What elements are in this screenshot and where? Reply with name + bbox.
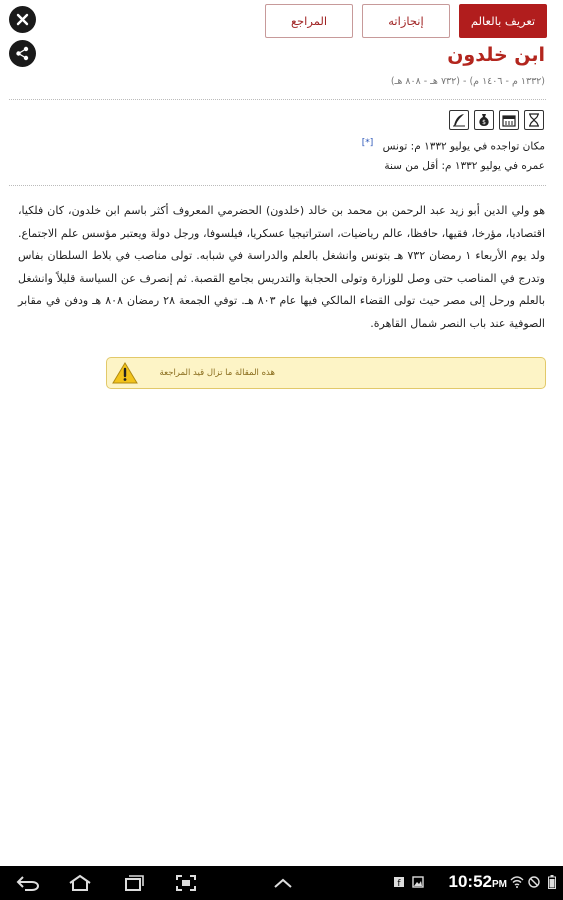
tab-achievements[interactable]: إنجازاته	[362, 4, 450, 38]
calendar-icon-button[interactable]	[499, 110, 519, 130]
wifi-icon	[510, 875, 524, 889]
blocked-icon	[528, 876, 540, 888]
top-bar	[0, 0, 563, 48]
wifi-signal-icon	[510, 876, 524, 888]
warning-icon	[111, 361, 139, 385]
quill-icon	[452, 113, 466, 127]
image-icon	[412, 876, 424, 888]
notification-icon	[392, 875, 406, 889]
gallery-icon	[411, 875, 425, 889]
review-notice	[106, 357, 546, 389]
recent-apps-button[interactable]	[120, 873, 146, 893]
home-button[interactable]	[67, 873, 93, 893]
status-clock	[449, 872, 507, 892]
money-bag-icon-button[interactable]	[474, 110, 494, 130]
svg-text:$: $	[482, 119, 486, 126]
clock-ampm: PM	[492, 879, 507, 890]
reference-link[interactable]: [*]	[361, 138, 374, 148]
recent-apps-icon	[121, 874, 145, 892]
hourglass-icon-button[interactable]	[524, 110, 544, 130]
tab-references[interactable]: المراجع	[265, 4, 353, 38]
divider	[9, 185, 546, 186]
location-value: تونس	[382, 140, 408, 153]
close-icon	[16, 13, 29, 26]
chevron-up-icon	[271, 874, 295, 892]
system-navigation-bar	[0, 866, 563, 900]
tab-bar	[265, 4, 547, 38]
age-value: أقل من سنة	[384, 160, 439, 172]
age-label: عمره في يوليو ١٣٣٢ م:	[441, 160, 545, 172]
clock-time: 10:52	[448, 872, 492, 891]
no-signal-icon	[527, 875, 541, 889]
screenshot-icon	[174, 874, 198, 892]
menu-up-button[interactable]	[270, 873, 296, 893]
quill-icon-button[interactable]	[449, 110, 469, 130]
share-icon	[15, 46, 30, 61]
battery-level-icon	[548, 875, 556, 889]
divider	[9, 99, 546, 100]
notification-app-icon	[393, 876, 405, 888]
location-line	[362, 138, 545, 153]
home-icon	[68, 874, 92, 892]
biography-text: هو ولي الدين أبو زيد عبد الرحمن بن محمد بن خالد (خلدون) الحضرمي المعروف أكثر باسم ابن خلدون، كان فلكيا، اقتصاديا، مؤرخا، فقيها، حافظا، عالم رياضيات، استراتيجيا عسكريا، فيلسوفا، ورجل دولة ويعتبر مؤسس علم الاجتماع. ولد يوم الأربعاء ١ رمضان ٧٣٢ هـ بتونس وانشغل بالعلم والدراسة في شبابه. تولى مناصب في بلاط السلطان بفاس وتدرج في المناصب حتى وصل للوزارة وتولى الحجابة والتدريس بجامع القصبة. ثم إنصرف عن السياسة قليلاً وانشغل بالعلم ورحل إلى مصر حيث تولى القضاء المالكي فيها عام ٨٠٣ هـ. توفي الجمعة ٢٨ رمضان ٨٠٨ هـ ودفن في مقابر الصوفية عند باب النصر شمال القاهرة.	[18, 204, 546, 330]
notice-text: هذه المقالة ما تزال قيد المراجعة	[159, 368, 275, 378]
life-dates: (١٣٣٢ م - ١٤٠٦ م) - (٧٣٢ هـ - ٨٠٨ هـ)	[390, 76, 545, 87]
page-title: ابن خلدون	[447, 44, 545, 66]
location-label: مكان تواجده في يوليو ١٣٣٢ م:	[410, 140, 545, 153]
calendar-icon	[502, 114, 516, 127]
icon-toolbar	[449, 110, 544, 130]
screenshot-button[interactable]	[173, 873, 199, 893]
tab-about-scholar[interactable]: تعريف بالعالم	[459, 4, 547, 38]
back-icon	[16, 874, 40, 892]
hourglass-icon	[528, 113, 540, 127]
age-line	[384, 160, 545, 172]
share-button[interactable]	[9, 40, 36, 67]
back-button[interactable]	[15, 873, 41, 893]
svg-text:f: f	[397, 879, 401, 888]
close-button[interactable]	[9, 6, 36, 33]
money-bag-icon	[477, 113, 491, 127]
battery-icon	[545, 875, 559, 889]
